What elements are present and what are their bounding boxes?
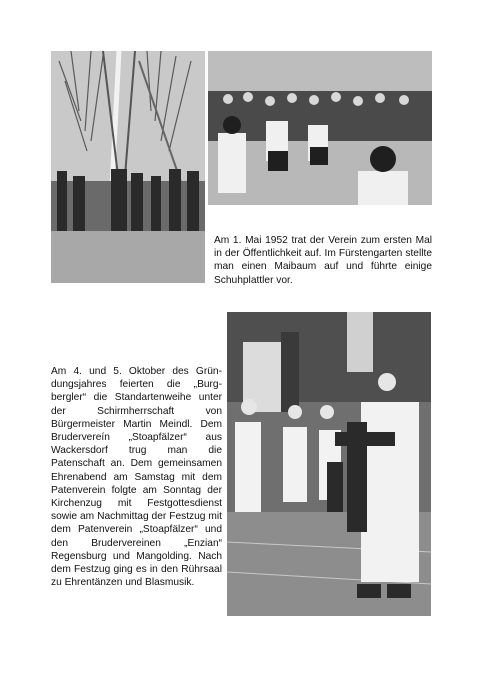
caption-standartenweihe: Am 4. und 5. Oktober des Gründungsjahres feierten die „Burgbergler“ die Standartenweihe unter der Schirmherrschaft von Bürgermeister Martin Meindl. Dem Brudervereín „Stoapfälzer“ aus Wackersdorf trug man die Patenschaft an. Dem gemeinsamen Ehrenabend am Samstag mit dem Patenverein folgte am Sonntag der Kirchenzug mit Festgottesdienst sowie am Nachmittag der Festzug mit dem Patenverein „Stoapfälzer“ und den Brudervereinen „Enzian“ Regensburg und Mangolding. Nach dem Festzug ging es in den Rührsaal zu Ehrentänzen und Blasmusik. (51, 366, 222, 589)
photo-maypole-raising (51, 51, 205, 283)
photo-schuhplattler-dancers (208, 51, 432, 205)
caption-maibaum: Am 1. Mai 1952 trat der Verein zum ersten Mal in der Öffentlichkeit auf. Im Fürstengarten stellte man einen Maibaum auf und führte einige Schuhplattler vor. (214, 235, 432, 286)
photo-flag-consecration (227, 312, 431, 616)
